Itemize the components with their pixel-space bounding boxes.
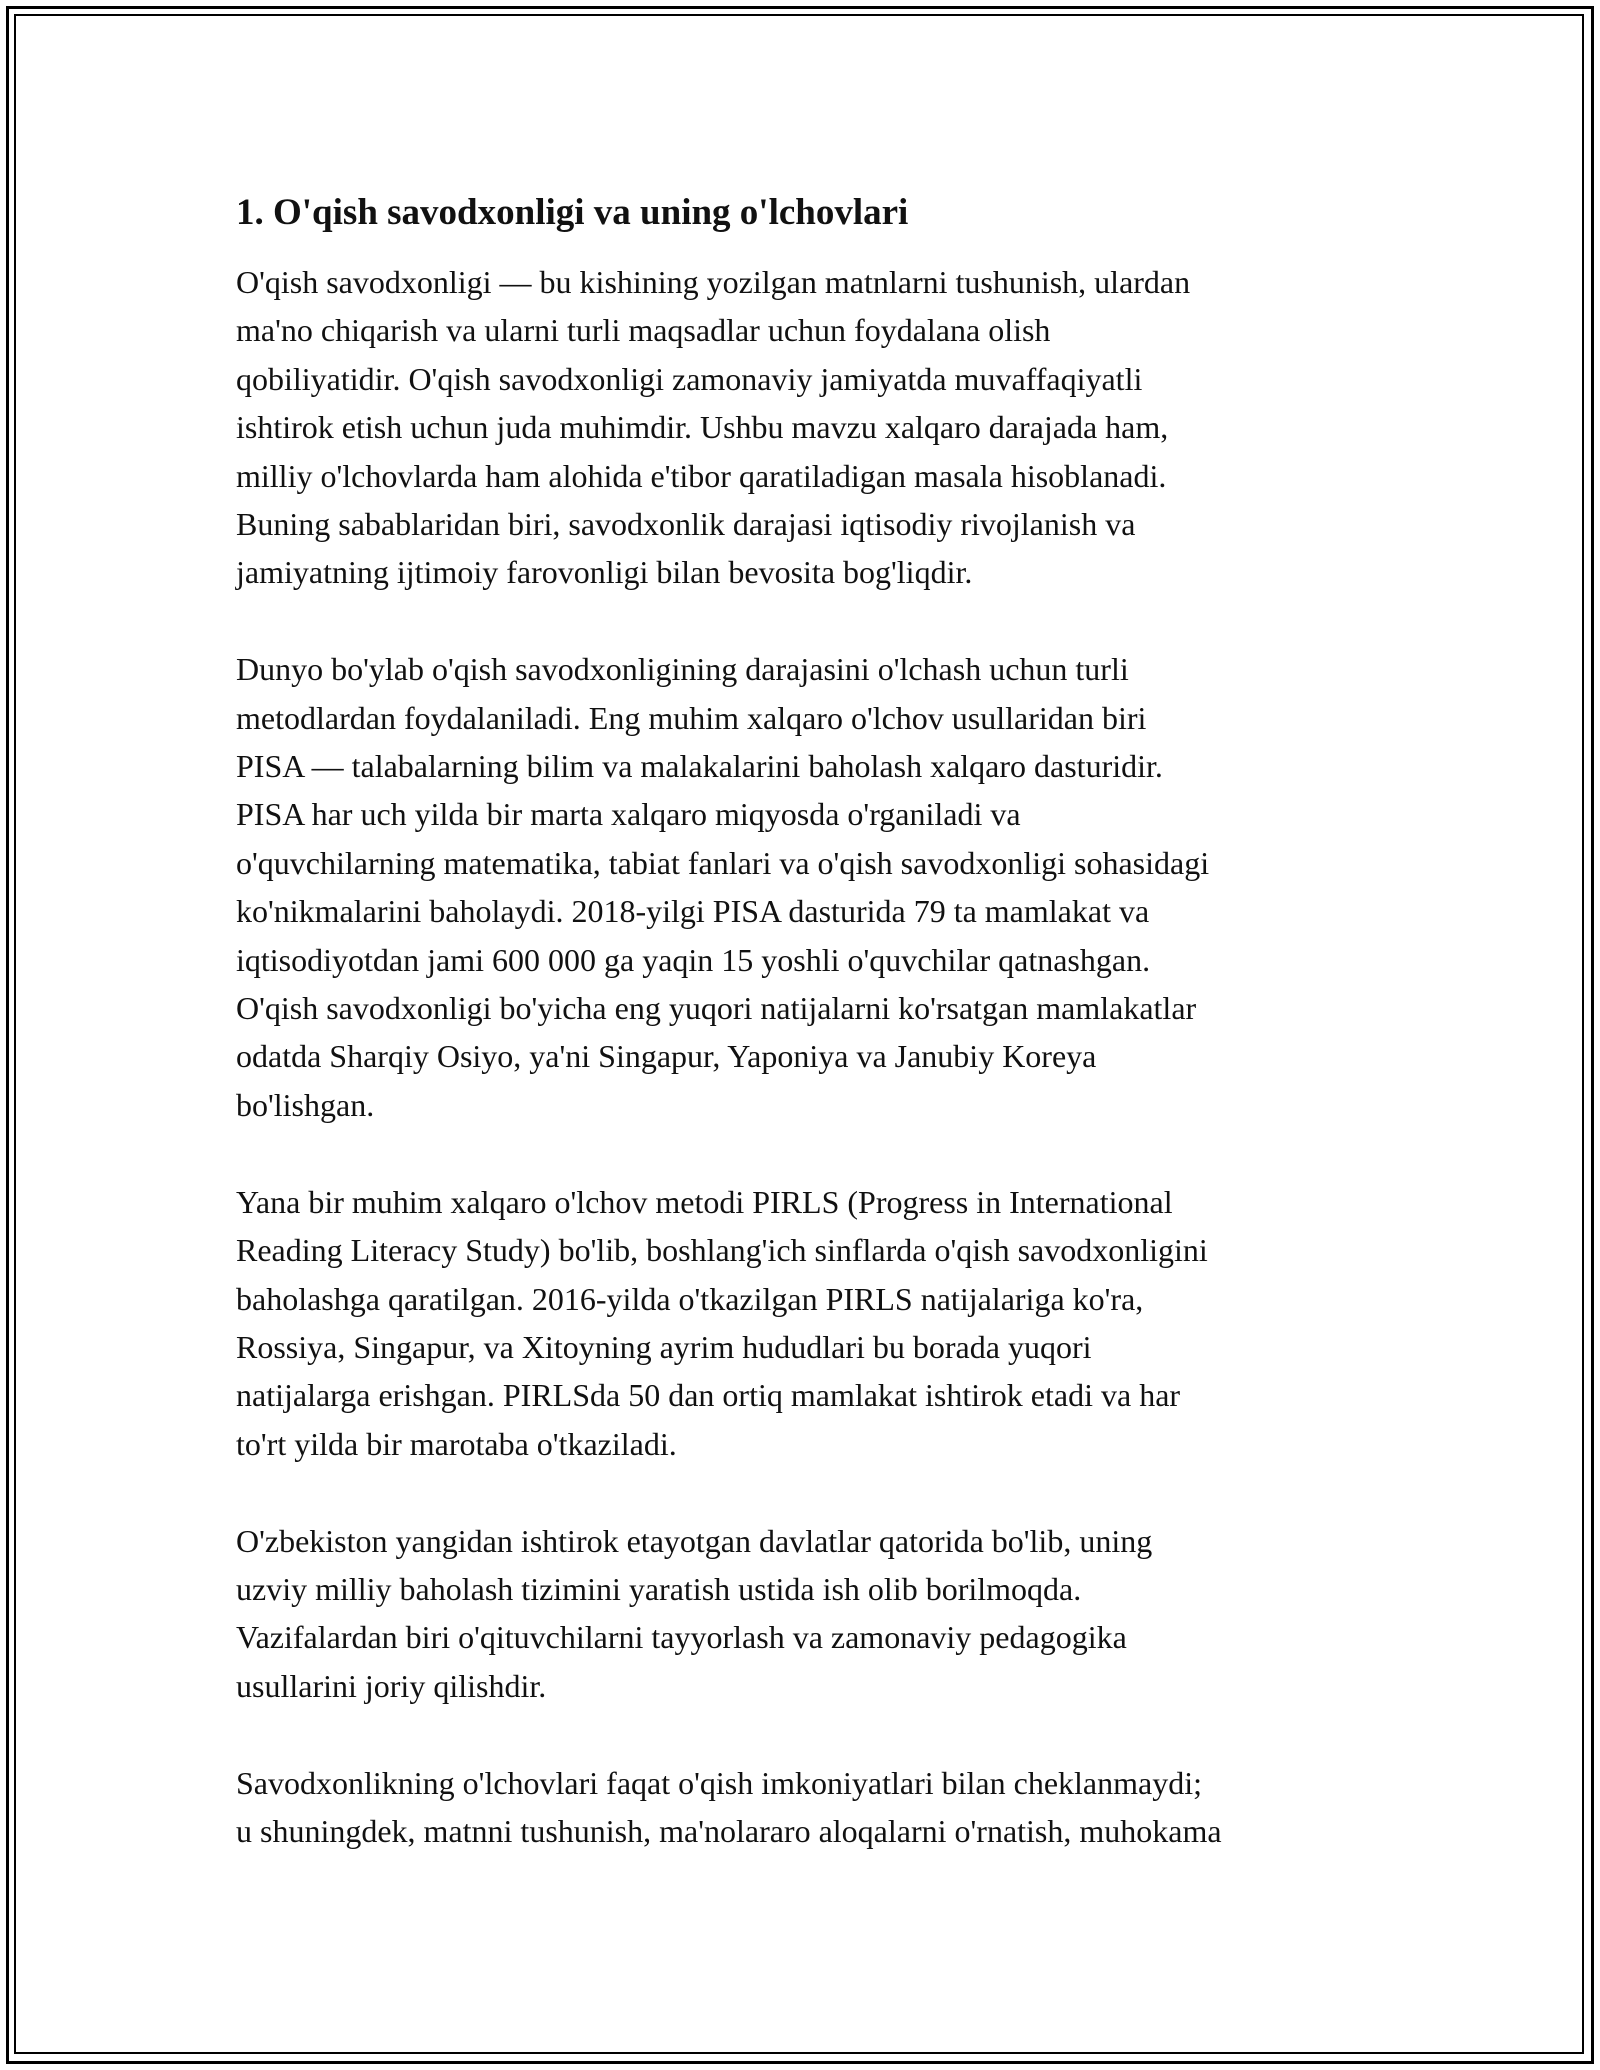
text-line: PISA — talabalarning bilim va malakalarini baholash xalqaro dasturidir. xyxy=(236,748,1163,785)
paragraph-3 xyxy=(236,1178,1376,1468)
text-line: odatda Sharqiy Osiyo, ya'ni Singapur, Yaponiya va Janubiy Koreya xyxy=(236,1038,1097,1075)
text-line: ishtirok etish uchun juda muhimdir. Ushbu mavzu xalqaro darajada ham, xyxy=(236,409,1169,446)
paragraph-1 xyxy=(236,258,1376,597)
text-line: bo'lishgan. xyxy=(236,1086,375,1123)
text-line: to'rt yilda bir marotaba o'tkaziladi. xyxy=(236,1425,677,1462)
text-line: baholashga qaratilgan. 2016-yilda o'tkazilgan PIRLS natijalariga ko'ra, xyxy=(236,1280,1144,1317)
text-line: O'qish savodxonligi bo'yicha eng yuqori natijalarni ko'rsatgan mamlakatlar xyxy=(236,990,1197,1027)
text-line: ko'nikmalarini baholaydi. 2018-yilgi PISA dasturida 79 ta mamlakat va xyxy=(236,893,1150,930)
document-body xyxy=(236,190,1376,1904)
paragraph-2 xyxy=(236,645,1376,1129)
text-line: O'qish savodxonligi — bu kishining yozilgan matnlarni tushunish, ulardan xyxy=(236,264,1191,300)
text-line: metodlardan foydalaniladi. Eng muhim xalqaro o'lchov usullaridan biri xyxy=(236,699,1147,736)
text-line: Vazifalardan biri o'qituvchilarni tayyorlash va zamonaviy pedagogika xyxy=(236,1619,1127,1656)
text-line: Dunyo bo'ylab o'qish savodxonligining darajasini o'lchash uchun turli xyxy=(236,651,1129,688)
text-line: Yana bir muhim xalqaro o'lchov metodi PIRLS (Progress in International xyxy=(236,1183,1173,1220)
paragraph-4 xyxy=(236,1517,1376,1711)
text-line: o'quvchilarning matematika, tabiat fanlari va o'qish savodxonligi sohasidagi xyxy=(236,844,1210,881)
text-line: PISA har uch yilda bir marta xalqaro miqyosda o'rganiladi va xyxy=(236,796,1021,833)
text-line: usullarini joriy qilishdir. xyxy=(236,1667,547,1704)
text-line: iqtisodiyotdan jami 600 000 ga yaqin 15 yoshli o'quvchilar qatnashgan. xyxy=(236,941,1151,978)
paragraph-5 xyxy=(236,1759,1376,1856)
text-line: Savodxonlikning o'lchovlari faqat o'qish imkoniyatlari bilan cheklanmaydi; xyxy=(236,1764,1202,1801)
text-line: ma'no chiqarish va ularni turli maqsadlar uchun foydalana olish xyxy=(236,312,1051,349)
text-line: natijalarga erishgan. PIRLSda 50 dan ortiq mamlakat ishtirok etadi va har xyxy=(236,1377,1181,1414)
text-line: O'zbekiston yangidan ishtirok etayotgan davlatlar qatorida bo'lib, uning xyxy=(236,1522,1153,1559)
text-line: qobiliyatidir. O'qish savodxonligi zamonaviy jamiyatda muvaffaqiyatli xyxy=(236,360,1143,397)
text-line: jamiyatning ijtimoiy farovonligi bilan bevosita bog'liqdir. xyxy=(236,554,973,591)
section-heading: 1. O'qish savodxonligi va uning o'lchovlari xyxy=(236,192,909,233)
text-line: Buning sabablaridan biri, savodxonlik darajasi iqtisodiy rivojlanish va xyxy=(236,506,1136,543)
text-line: Reading Literacy Study) bo'lib, boshlang'ich sinflarda o'qish savodxonligini xyxy=(236,1232,1208,1269)
text-line: milliy o'lchovlarda ham alohida e'tibor qaratiladigan masala hisoblanadi. xyxy=(236,457,1167,494)
text-line: uzviy milliy baholash tizimini yaratish ustida ish olib borilmoqda. xyxy=(236,1570,1082,1607)
text-line: Rossiya, Singapur, va Xitoyning ayrim hududlari bu borada yuqori xyxy=(236,1328,1092,1365)
text-line: u shuningdek, matnni tushunish, ma'nolararo aloqalarni o'rnatish, muhokama xyxy=(236,1812,1222,1849)
